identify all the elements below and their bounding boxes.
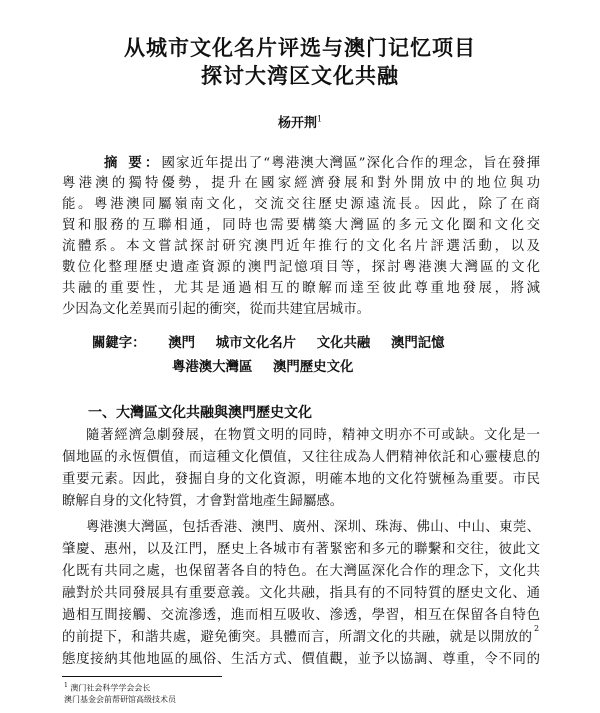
body-line: 隨著經濟急劇發展，在物質文明的同時，精神文明亦不可或缺。文化是一: [86, 428, 540, 443]
body-line: 化既有共同之處，也保留著各自的特色。在大灣區深化合作的理念下，文化共: [62, 564, 540, 579]
abstract-line: 摘 要：國家近年提出了“粵港澳大灣區”深化合作的理念，旨在發揮: [104, 155, 540, 171]
keywords-row-1: [92, 332, 461, 351]
footnote-line-1: $^1$ 澳门社会科学学会会长: [64, 682, 151, 693]
paper-title-line-2: 探讨大湾区文化共融: [201, 64, 399, 88]
body-line: 重要元素。因此，發掘自身的文化資源，明確本地的文化符號極為重要。市民: [62, 472, 540, 487]
keyword: 文化共融: [316, 335, 371, 351]
author-footnote-mark: 1: [316, 114, 323, 124]
footnote-number: 1: [64, 682, 68, 689]
abstract-label: 摘 要：: [104, 155, 162, 171]
section-heading: 一、大灣區文化共融與澳門歷史文化: [88, 405, 312, 421]
body-line: 融對於共同發展具有重要意義。文化共融，指具有的不同特質的歷史文化、通: [62, 586, 540, 601]
abstract-line: 少因為文化差異而引起的衝突，從而共建宜居城市。: [62, 302, 370, 317]
body-line: 瞭解自身的文化特質，才會對當地產生歸屬感。: [62, 494, 344, 509]
author-name: 杨开荆: [277, 116, 317, 131]
body-line: 粵港澳大灣區，包括香港、澳門、廣州、深圳、珠海、佛山、中山、東莞、: [86, 520, 540, 535]
body-line: 肇慶、惠州，以及江門，歷史上各城市有著緊密和多元的聯繫和交往，彼此文: [62, 542, 540, 557]
body-line: 態度接納其他地區的風俗、生活方式、價值觀，並予以協調、尊重，令不同的: [62, 652, 540, 667]
footnote-line-2: 澳门基金会前帮研馆高级技术员: [64, 695, 176, 704]
paper-title-line-1: 从城市文化名片评选与澳门记忆项目: [124, 36, 476, 60]
body-line: 過相互間接觸、交流滲透，進而相互吸收、滲透，學習，相互在保留各自特色: [62, 608, 540, 623]
abstract-line: 貿和服務的互聯相通，同時也需要構築大灣區的多元文化圈和文化交: [62, 218, 540, 233]
body-line: 的前提下，和諧共處，避免衝突。具體而言，所謂文化的共融，就是以開放的: [62, 630, 532, 645]
keywords-label: 關鍵字：: [92, 335, 146, 351]
keyword: 澳門記憶: [390, 335, 445, 351]
keyword: 城市文化名片: [215, 335, 297, 351]
abstract-line: 粵港澳的獨特優勢，提升在國家經濟發展和對外開放中的地位與功: [62, 176, 540, 191]
keyword: 粵港澳大灣區: [172, 359, 253, 375]
keywords-row-2: [172, 356, 369, 375]
abstract-line: 能。粵港澳同屬嶺南文化，交流交往歷史源遠流長。因此，除了在商: [62, 197, 540, 212]
footnote-rule: [62, 676, 222, 677]
keyword: 澳門: [168, 335, 196, 351]
author: [0, 112, 600, 131]
abstract-line: 數位化整理歷史遺產資源的澳門記憶項目等，探討粵港澳大灣區的文化: [62, 260, 540, 275]
footnote-mark-2: 2: [534, 624, 540, 633]
abstract-line: 共融的重要性，尤其是通過相互的瞭解而達至彼此尊重地發展，將減: [62, 281, 540, 296]
keyword: 澳門歷史文化: [273, 359, 354, 375]
body-line: 個地區的永恆價值，而這種文化價值，又往往成為人們精神依託和心靈棲息的: [62, 450, 540, 465]
abstract-line: 流體系。本文嘗試探討研究澳門近年推行的文化名片評選活動，以及: [62, 239, 540, 254]
